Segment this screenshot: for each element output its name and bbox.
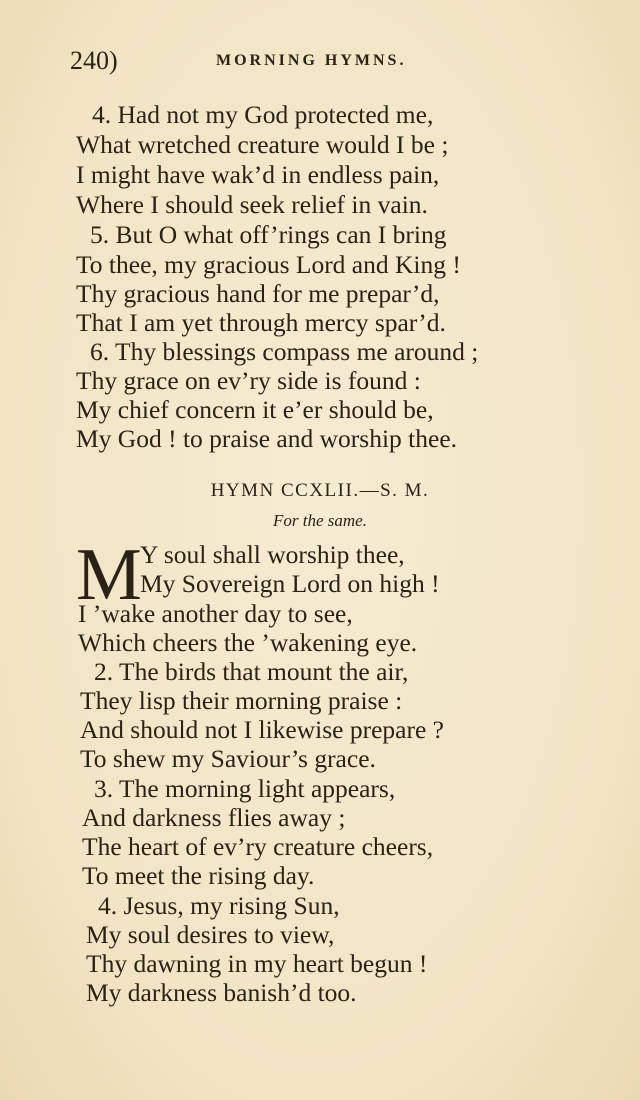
verse-line: My God ! to praise and worship thee. [76,424,458,453]
verse-line: What wretched creature would I be ; [76,130,449,159]
verse-line: Y soul shall worship thee, [140,540,405,569]
running-title: MORNING HYMNS. [216,52,407,69]
verse-line: Thy dawning in my heart begun ! [86,949,428,978]
verse-line: Thy gracious hand for me prepar’d, [76,279,440,308]
hymn-title: HYMN CCXLII.—S. M. [210,480,430,501]
verse-line: They lisp their morning praise : [80,686,403,715]
page-header [70,46,590,80]
verse-line: Thy grace on ev’ry side is found : [76,366,421,395]
verse-line: My darkness banish’d too. [86,978,357,1007]
verse-line: My soul desires to view, [86,920,335,949]
verse-line: 2. The birds that mount the air, [94,657,409,686]
verse-line: 6. Thy blessings compass me around ; [90,337,479,366]
verse-line: To shew my Saviour’s grace. [80,744,376,773]
verse-line: 5. But O what off’rings can I bring [90,220,447,249]
verse-line: Where I should seek relief in vain. [76,190,428,219]
verse-line: To thee, my gracious Lord and King ! [76,250,461,279]
hymn-subtitle: For the same. [273,511,367,530]
verse-line: 4. Jesus, my rising Sun, [98,891,340,920]
verse-line: 3. The morning light appears, [94,774,396,803]
verse-line: To meet the rising day. [82,861,315,890]
verse-line: 4. Had not my God protected me, [92,100,434,129]
verse-line: My chief concern it e’er should be, [76,395,434,424]
verse-line: I ’wake another day to see, [78,599,353,628]
verse-line: Which cheers the ’wakening eye. [78,628,418,657]
page-number: 240) [70,46,118,75]
drop-cap: M [76,534,142,616]
verse-line: That I am yet through mercy spar’d. [76,308,446,337]
verse-line: The heart of ev’ry creature cheers, [82,832,434,861]
verse-line: And should not I likewise prepare ? [80,715,444,744]
verse-line: I might have wak’d in endless pain, [76,160,440,189]
verse-line: My Sovereign Lord on high ! [140,569,440,598]
verse-line: And darkness flies away ; [82,803,346,832]
